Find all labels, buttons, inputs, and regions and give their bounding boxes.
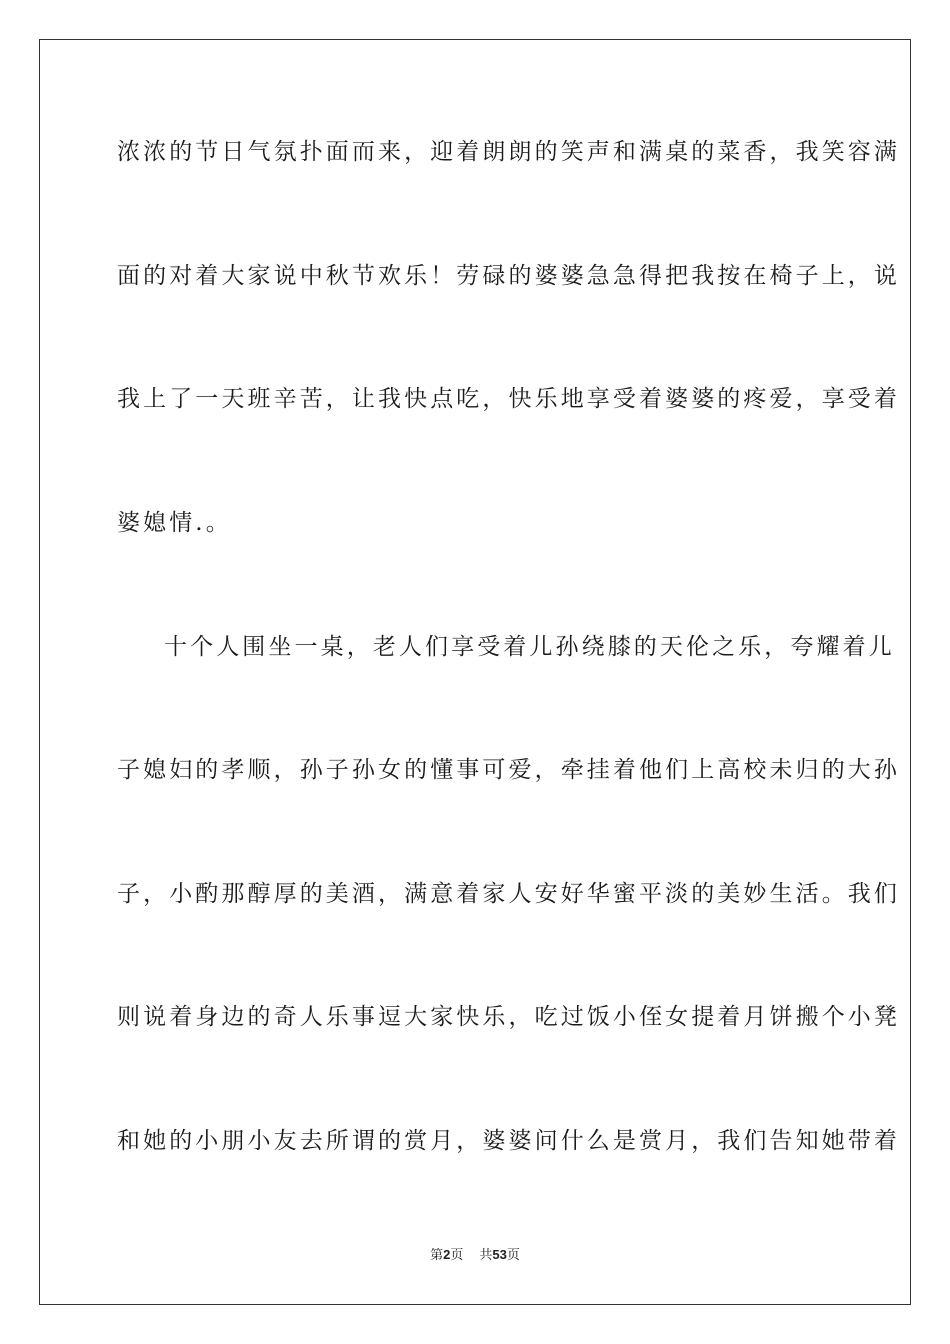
text-line-4: 婆媳情.。	[117, 510, 232, 536]
text-line-1: 浓浓的节日气氛扑面而来，迎着朗朗的笑声和满桌的菜香，我笑容满	[117, 139, 900, 165]
total-pages: 53	[492, 1247, 507, 1262]
text-line-6: 子媳妇的孝顺，孙子孙女的懂事可爱，牵挂着他们上高校未归的大孙	[117, 757, 900, 783]
page-number: 2	[443, 1247, 451, 1262]
page-suffix: 页	[450, 1248, 464, 1263]
page-footer	[0, 1246, 950, 1265]
text-line-7: 子，小酌那醇厚的美酒，满意着家人安好华蜜平淡的美妙生活。我们	[117, 881, 900, 907]
page-prefix: 第	[430, 1248, 444, 1263]
text-line-9: 和她的小朋小友去所谓的赏月，婆婆问什么是赏月，我们告知她带着	[117, 1128, 900, 1154]
total-suffix: 页	[506, 1248, 520, 1263]
text-line-3: 我上了一天班辛苦，让我快点吃，快乐地享受着婆婆的疼爱，享受着	[117, 386, 900, 412]
text-line-5: 十个人围坐一桌，老人们享受着儿孙绕膝的天伦之乐，夸耀着儿	[164, 634, 895, 660]
page-border	[39, 39, 911, 1305]
total-prefix: 共	[479, 1248, 493, 1263]
text-line-8: 则说着身边的奇人乐事逗大家快乐，吃过饭小侄女提着月饼搬个小凳	[117, 1004, 900, 1030]
text-line-2: 面的对着大家说中秋节欢乐！劳碌的婆婆急急得把我按在椅子上，说	[117, 263, 900, 289]
